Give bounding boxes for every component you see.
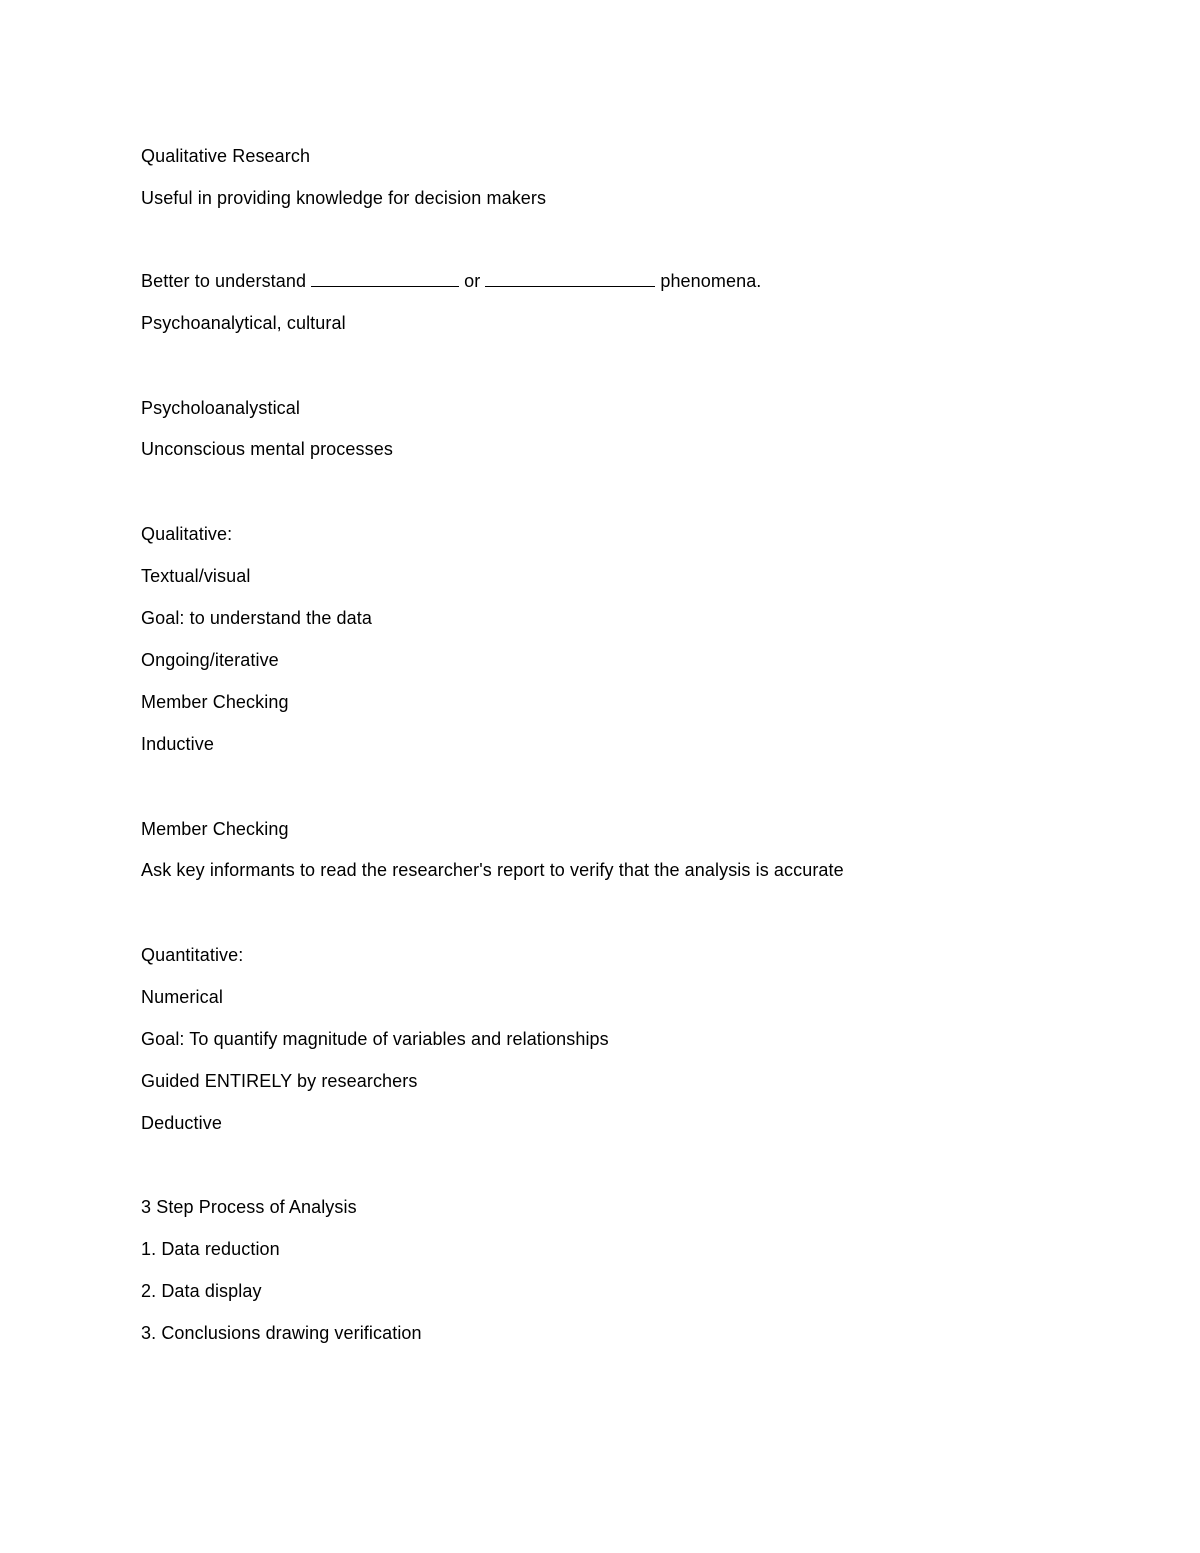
blank-line-1 xyxy=(311,270,459,287)
heading-qualitative: Qualitative: xyxy=(141,524,233,544)
heading-quantitative: Quantitative: xyxy=(141,945,244,965)
list-item: 3. Conclusions drawing verification xyxy=(141,1323,422,1343)
text-line: Psycholoanalystical xyxy=(141,398,300,418)
text-line: Unconscious mental processes xyxy=(141,439,393,459)
text-line: Guided ENTIRELY by researchers xyxy=(141,1071,418,1091)
fill-in-blank-sentence xyxy=(141,270,761,292)
fill-in-part-3: phenomena. xyxy=(660,271,762,291)
text-line: Deductive xyxy=(141,1113,222,1133)
text-line: Inductive xyxy=(141,734,214,754)
list-item: 1. Data reduction xyxy=(141,1239,280,1259)
text-line: Numerical xyxy=(141,987,223,1007)
text-line: Useful in providing knowledge for decision makers xyxy=(141,188,547,208)
heading-three-step-process: 3 Step Process of Analysis xyxy=(141,1197,357,1217)
heading-member-checking: Member Checking xyxy=(141,819,289,839)
list-item: 2. Data display xyxy=(141,1281,262,1301)
text-line: Goal: To quantify magnitude of variables and relationships xyxy=(141,1029,609,1049)
text-line: Ongoing/iterative xyxy=(141,650,279,670)
fill-in-part-2: or xyxy=(464,271,481,291)
text-line: Goal: to understand the data xyxy=(141,608,372,628)
text-line: Ask key informants to read the researcher's report to verify that the analysis is accurate xyxy=(141,860,844,880)
text-line: Textual/visual xyxy=(141,566,251,586)
fill-in-part-1: Better to understand xyxy=(141,271,307,291)
text-line: Member Checking xyxy=(141,692,289,712)
blank-line-2 xyxy=(485,270,655,287)
text-line: Psychoanalytical, cultural xyxy=(141,313,346,333)
heading-qualitative-research: Qualitative Research xyxy=(141,146,311,166)
